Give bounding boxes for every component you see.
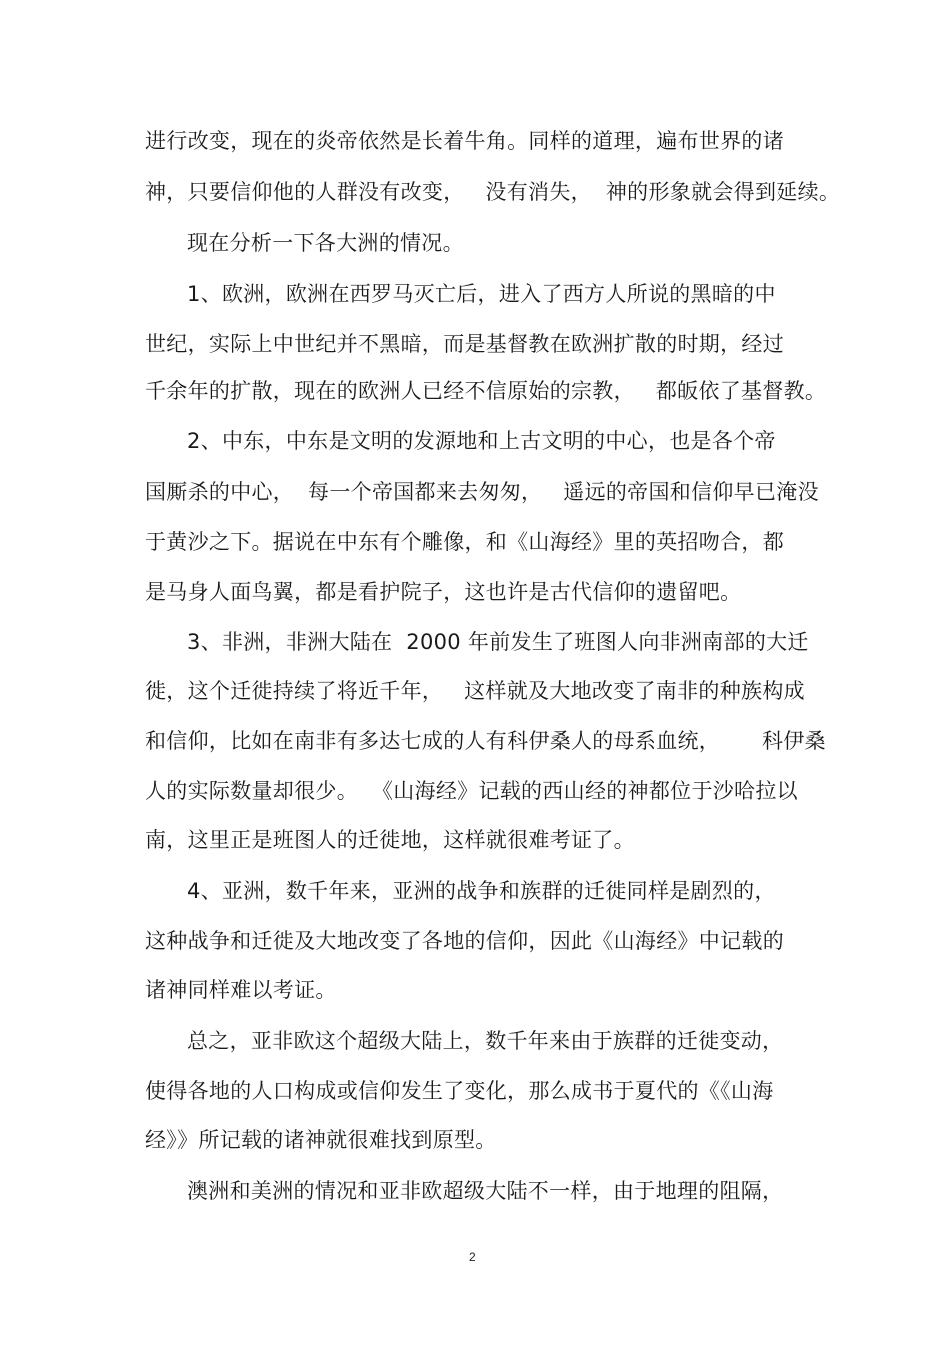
text-line: 是马身人面鸟翼，都是看护院子，这也许是古代信仰的遗留吧。 [145,580,742,604]
text-line: 千余年的扩散，现在的欧洲人已经不信原始的宗教， 都皈依了基督教。 [145,379,827,403]
text-line: 南，这里正是班图人的迁徙地，这样就很难考证了。 [145,828,635,852]
text-line: 总之，亚非欧这个超级大陆上，数千年来由于族群的迁徙变动， [187,1029,784,1053]
text-line: 经》》所记载的诸神就很难找到原型。 [145,1128,497,1152]
text-line: 和信仰，比如在南非有多达七成的人有科伊桑人的母系血统， 科伊桑 [145,729,826,753]
text-line: 世纪，实际上中世纪并不黑暗，而是基督教在欧洲扩散的时期，经过 [145,332,784,356]
text-line: 国厮杀的中心， 每一个帝国都来去匆匆， 遥远的帝国和信仰早已淹没 [145,480,819,504]
text-line: 徙，这个迁徙持续了将近千年， 这样就及大地改变了南非的种族构成 [145,679,805,703]
text-line: 使得各地的人口构成或信仰发生了变化，那么成书于夏代的《《山海 [145,1079,774,1103]
text-line: 澳洲和美洲的情况和亚非欧超级大陆不一样，由于地理的阻隔， [187,1179,784,1203]
text-line: 人的实际数量却很少。 《山海经》记载的西山经的神都位于沙哈拉以 [145,779,798,803]
page-number: 2 [469,1250,476,1264]
text-line: 4、亚洲，数千年来，亚洲的战争和族群的迁徙同样是剧烈的， [187,879,776,903]
text-line: 2、中东，中东是文明的发源地和上古文明的中心，也是各个帝 [187,429,776,453]
text-line: 诸神同样难以考证。 [145,978,337,1002]
text-line: 现在分析一下各大洲的情况。 [187,231,464,255]
text-line: 1、欧洲，欧洲在西罗马灭亡后，进入了西方人所说的黑暗的中 [187,282,776,306]
text-line: 进行改变，现在的炎帝依然是长着牛角。同样的道理，遍布世界的诸 [145,129,784,153]
text-line: 神，只要信仰他的人群没有改变， 没有消失， 神的形象就会得到延续。 [145,180,841,204]
text-line: 于黄沙之下。据说在中东有个雕像，和《山海经》里的英招吻合，都 [145,530,784,554]
text-line: 这种战争和迁徙及大地改变了各地的信仰，因此《山海经》中记载的 [145,929,784,953]
text-line: 3、非洲，非洲大陆在 2000 年前发生了班图人向非洲南部的大迁 [187,630,809,654]
